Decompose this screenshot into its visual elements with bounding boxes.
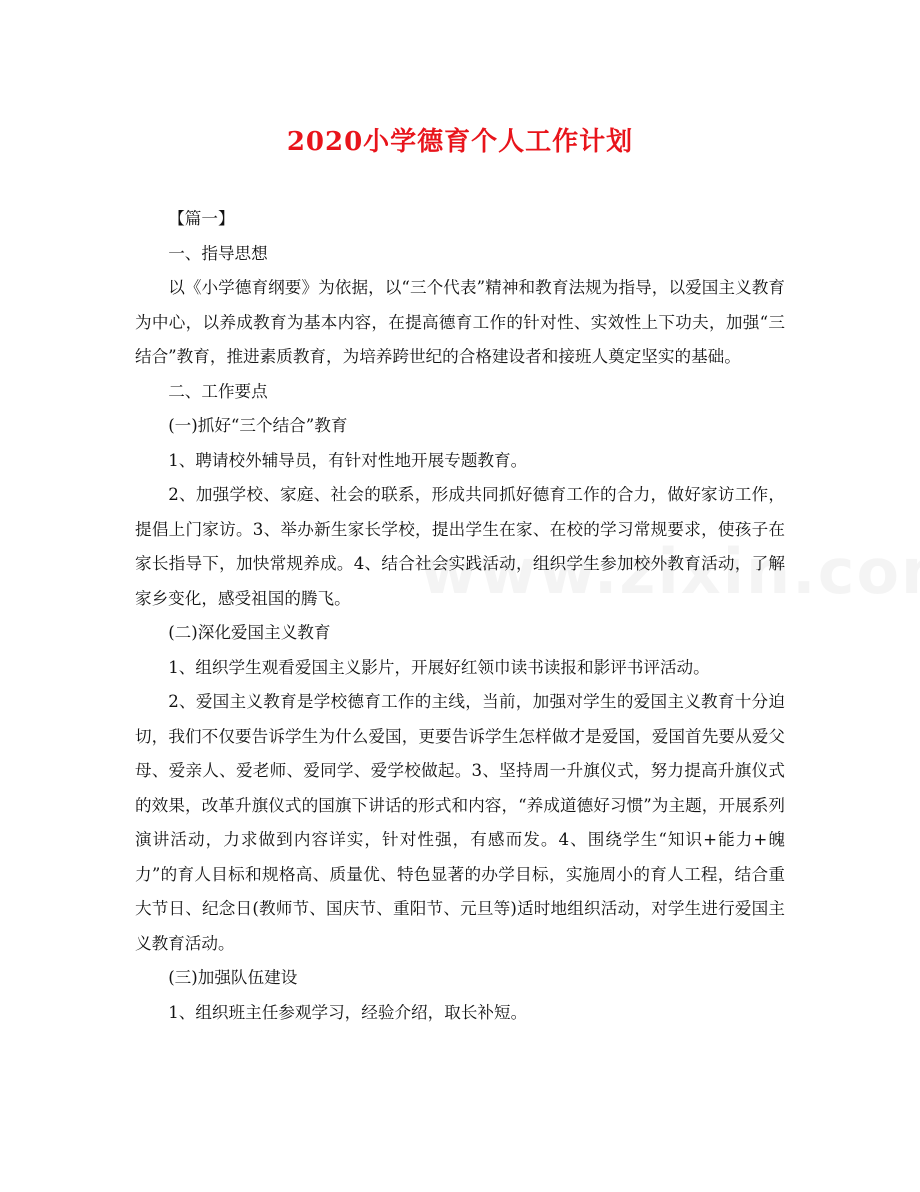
body-paragraph: 1、聘请校外辅导员，有针对性地开展专题教育。 xyxy=(168,450,528,470)
body-paragraph: 1、组织班主任参观学习，经验介绍，取长补短。 xyxy=(168,1002,528,1022)
section-heading: 一、指导思想 xyxy=(168,243,268,263)
body-paragraph: 1、组织学生观看爱国主义影片，开展好红领巾读书读报和影评书评活动。 xyxy=(168,657,710,677)
document-body xyxy=(135,202,785,1030)
subsection-heading: (一)抓好“三个结合”教育 xyxy=(168,416,348,435)
body-paragraph: 2、加强学校、家庭、社会的联系，形成共同抓好德育工作的合力，做好家访工作，提倡上门家访。3、举办新生家长学校，提出学生在家、在校的学习常规要求，使孩子在家长指导下，加快常规养成。4、结合社会实践活动，组织学生参加校外教育活动，了解家乡变化，感受祖国的腾飞。 xyxy=(135,485,785,608)
subsection-heading: (三)加强队伍建设 xyxy=(168,968,298,987)
document-title: 2020小学德育个人工作计划 xyxy=(286,127,634,157)
body-paragraph: 以《小学德育纲要》为依据，以“三个代表”精神和教育法规为指导，以爱国主义教育为中心，以养成教育为基本内容，在提高德育工作的针对性、实效性上下功夫，加强“三结合”教育，推进素质教育，为培养跨世纪的合格建设者和接班人奠定坚实的基础。 xyxy=(135,278,785,366)
body-paragraph: 2、爱国主义教育是学校德育工作的主线，当前，加强对学生的爱国主义教育十分迫切，我们不仅要告诉学生为什么爱国，更要告诉学生怎样做才是爱国，爱国首先要从爱父母、爱亲人、爱老师、爱同学、爱学校做起。3、坚持周一升旗仪式，努力提高升旗仪式的效果，改革升旗仪式的国旗下讲话的形式和内容，“养成道德好习惯”为主题，开展系列演讲活动，力求做到内容详实，针对性强，有感而发。4、围绕学生“知识+能力+魄力”的育人目标和规格高、质量优、特色显著的办学目标，实施周小的育人工程，结合重大节日、纪念日(教师节、国庆节、重阳节、元旦等)适时地组织活动，对学生进行爱国主义教育活动。 xyxy=(135,692,785,953)
section-heading: 【篇一】 xyxy=(168,209,235,228)
section-heading: 二、工作要点 xyxy=(168,381,268,401)
subsection-heading: (二)深化爱国主义教育 xyxy=(168,623,331,642)
